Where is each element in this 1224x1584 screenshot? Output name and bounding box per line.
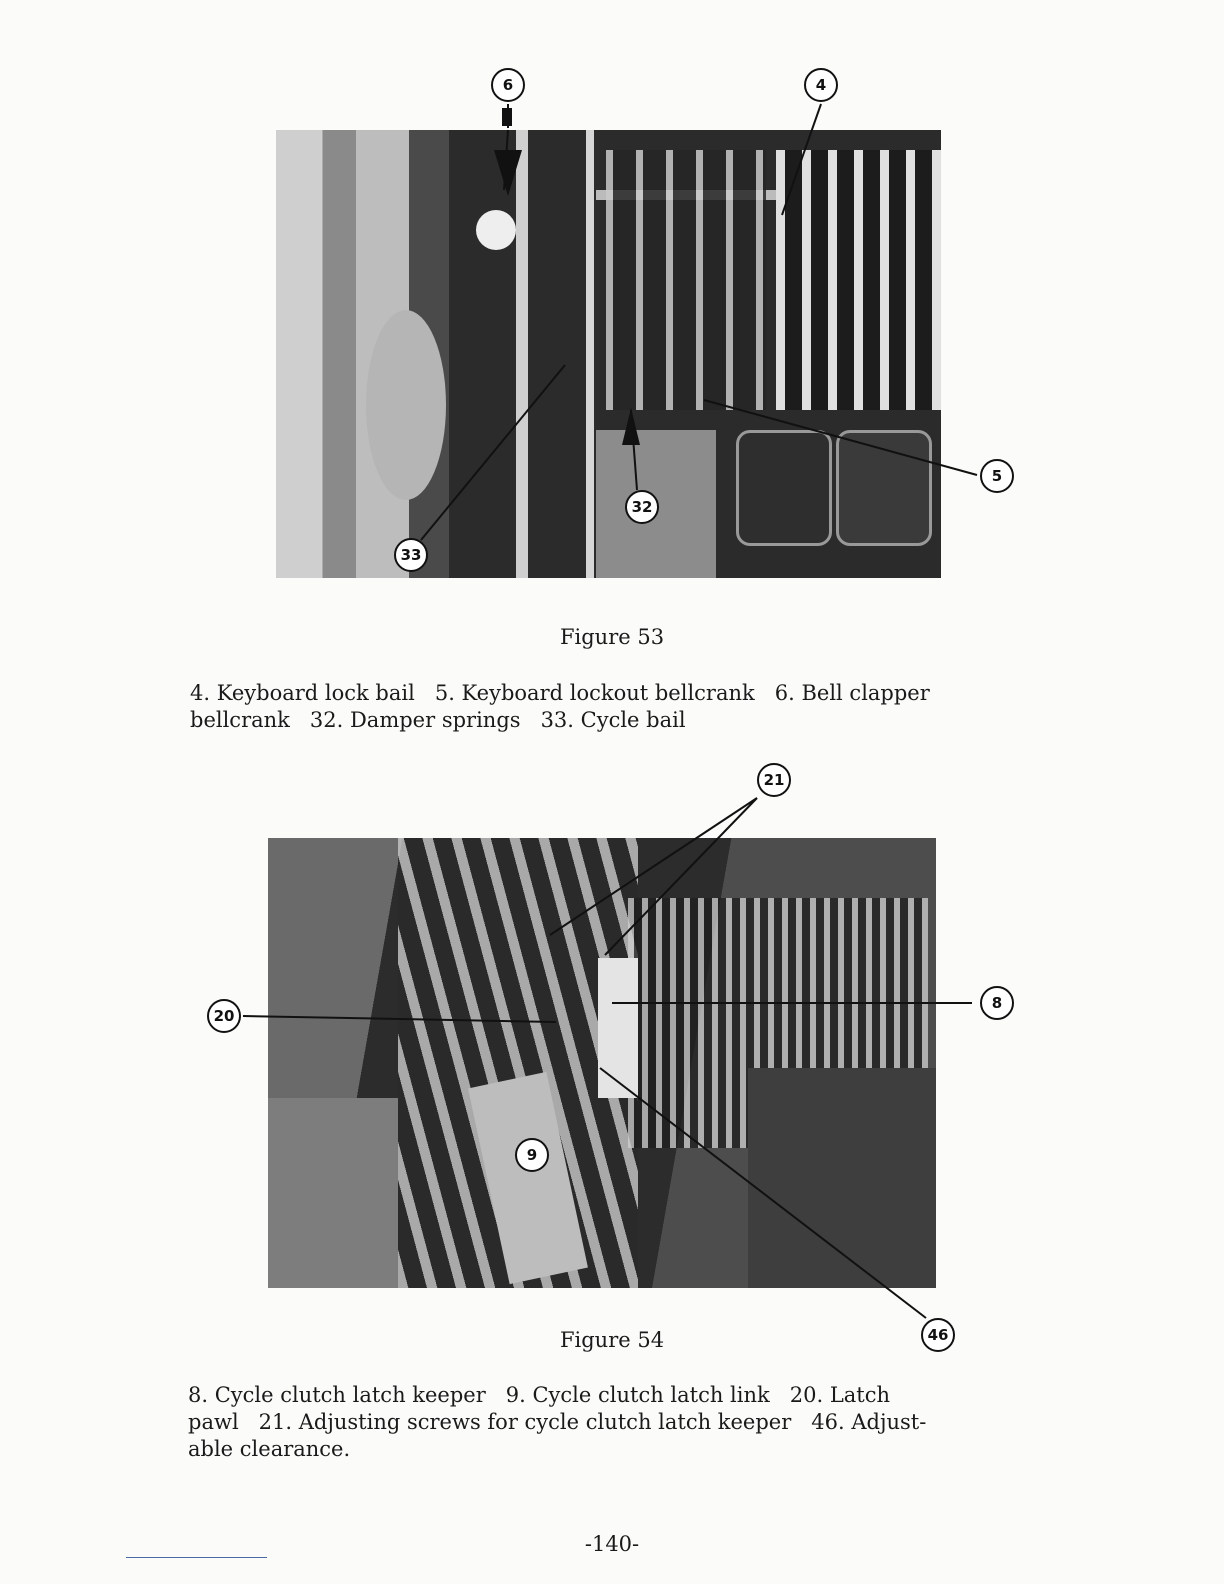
figure-54-caption: Figure 54 — [559, 1328, 665, 1352]
callout-33: 33 — [394, 538, 428, 572]
figure-53-caption: Figure 53 — [559, 625, 665, 649]
footer-rule — [126, 1557, 267, 1558]
callout-4: 4 — [804, 68, 838, 102]
figure-54-photo — [268, 838, 936, 1288]
callout-20: 20 — [207, 999, 241, 1033]
callout-46: 46 — [921, 1318, 955, 1352]
callout-8: 8 — [980, 986, 1014, 1020]
figure-53-legend: 4. Keyboard lock bail 5. Keyboard lockout bellcrank 6. Bell clapper bellcrank 32. Damper springs 33. Cycle bail — [190, 681, 930, 732]
callout-5: 5 — [980, 459, 1014, 493]
figure-53-photo — [276, 130, 941, 578]
callout-21: 21 — [757, 763, 791, 797]
page-number: -140- — [584, 1532, 640, 1556]
callout-9: 9 — [515, 1138, 549, 1172]
callout-32: 32 — [625, 490, 659, 524]
figure-54-legend: 8. Cycle clutch latch keeper 9. Cycle clutch latch link 20. Latch pawl 21. Adjusting screws for cycle clutch latch keeper 46. Adjust- able clearance. — [188, 1383, 927, 1461]
callout-6: 6 — [491, 68, 525, 102]
